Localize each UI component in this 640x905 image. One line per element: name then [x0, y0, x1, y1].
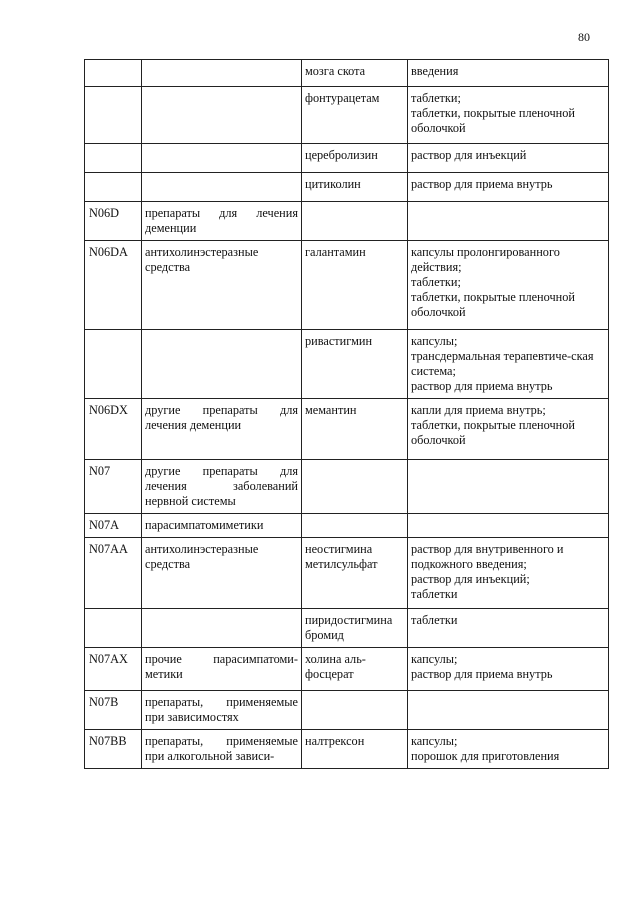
code-cell: N07A [85, 514, 142, 538]
dosage-form-cell: капсулы пролонгированного действия; таблетки; таблетки, покрытые пленочной оболочкой [408, 241, 609, 330]
dosage-form-cell: раствор для приема внутрь [408, 173, 609, 202]
table-row [85, 648, 609, 691]
description-cell [142, 144, 302, 173]
description-cell: антихолинэстеразные средства [142, 538, 302, 609]
substance-cell [302, 514, 408, 538]
dosage-form-cell: таблетки; таблетки, покрытые пленочной оболочкой [408, 87, 609, 144]
substance-cell: фонтурацетам [302, 87, 408, 144]
substance-cell: пиридостигмина бромид [302, 609, 408, 648]
table-row [85, 330, 609, 399]
table-row [85, 538, 609, 609]
substance-cell [302, 460, 408, 514]
dosage-form-cell: капсулы; трансдермальная терапевтиче-ская система; раствор для приема внутрь [408, 330, 609, 399]
drug-table [84, 59, 609, 769]
dosage-form-cell [408, 460, 609, 514]
code-cell: N07 [85, 460, 142, 514]
code-cell [85, 173, 142, 202]
substance-cell [302, 202, 408, 241]
code-cell: N06D [85, 202, 142, 241]
dosage-form-cell: капсулы; раствор для приема внутрь [408, 648, 609, 691]
dosage-form-cell [408, 514, 609, 538]
table-row [85, 87, 609, 144]
substance-cell: неостигмина метилсульфат [302, 538, 408, 609]
description-cell [142, 87, 302, 144]
dosage-form-cell: введения [408, 60, 609, 87]
table-row [85, 460, 609, 514]
dosage-form-cell [408, 691, 609, 730]
code-cell [85, 609, 142, 648]
code-cell: N07BB [85, 730, 142, 769]
description-cell [142, 330, 302, 399]
substance-cell: галантамин [302, 241, 408, 330]
code-cell [85, 144, 142, 173]
substance-cell: мозга скота [302, 60, 408, 87]
dosage-form-cell: раствор для инъекций [408, 144, 609, 173]
description-cell: препараты для лечения деменции [142, 202, 302, 241]
table-row [85, 173, 609, 202]
dosage-form-cell: раствор для внутривенного и подкожного введения; раствор для инъекций; таблетки [408, 538, 609, 609]
description-cell: парасимпатомиметики [142, 514, 302, 538]
substance-cell: налтрексон [302, 730, 408, 769]
description-cell: прочие парасимпатоми-метики [142, 648, 302, 691]
substance-cell: мемантин [302, 399, 408, 460]
dosage-form-cell: капли для приема внутрь; таблетки, покрытые пленочной оболочкой [408, 399, 609, 460]
code-cell [85, 330, 142, 399]
code-cell [85, 87, 142, 144]
table-row [85, 144, 609, 173]
table-row [85, 60, 609, 87]
table-row [85, 609, 609, 648]
dosage-form-cell: таблетки [408, 609, 609, 648]
table-row [85, 202, 609, 241]
code-cell: N06DA [85, 241, 142, 330]
code-cell: N07AA [85, 538, 142, 609]
description-cell: другие препараты для лечения деменции [142, 399, 302, 460]
table-row [85, 399, 609, 460]
table-row [85, 514, 609, 538]
description-cell [142, 609, 302, 648]
dosage-form-cell: капсулы; порошок для приготовления [408, 730, 609, 769]
description-cell [142, 173, 302, 202]
code-cell: N07AX [85, 648, 142, 691]
code-cell [85, 60, 142, 87]
substance-cell: ривастигмин [302, 330, 408, 399]
description-cell [142, 60, 302, 87]
description-cell: препараты, применяемые при зависимостях [142, 691, 302, 730]
description-cell: препараты, применяемые при алкогольной зависи- [142, 730, 302, 769]
table-row [85, 730, 609, 769]
description-cell: антихолинэстеразные средства [142, 241, 302, 330]
code-cell: N06DX [85, 399, 142, 460]
table-row [85, 691, 609, 730]
dosage-form-cell [408, 202, 609, 241]
substance-cell: цитиколин [302, 173, 408, 202]
description-cell: другие препараты для лечения заболеваний нервной системы [142, 460, 302, 514]
substance-cell: церебролизин [302, 144, 408, 173]
table-row [85, 241, 609, 330]
page-number: 80 [578, 30, 590, 44]
substance-cell: холина аль-фосцерат [302, 648, 408, 691]
substance-cell [302, 691, 408, 730]
drug-table-body [85, 60, 609, 769]
code-cell: N07B [85, 691, 142, 730]
